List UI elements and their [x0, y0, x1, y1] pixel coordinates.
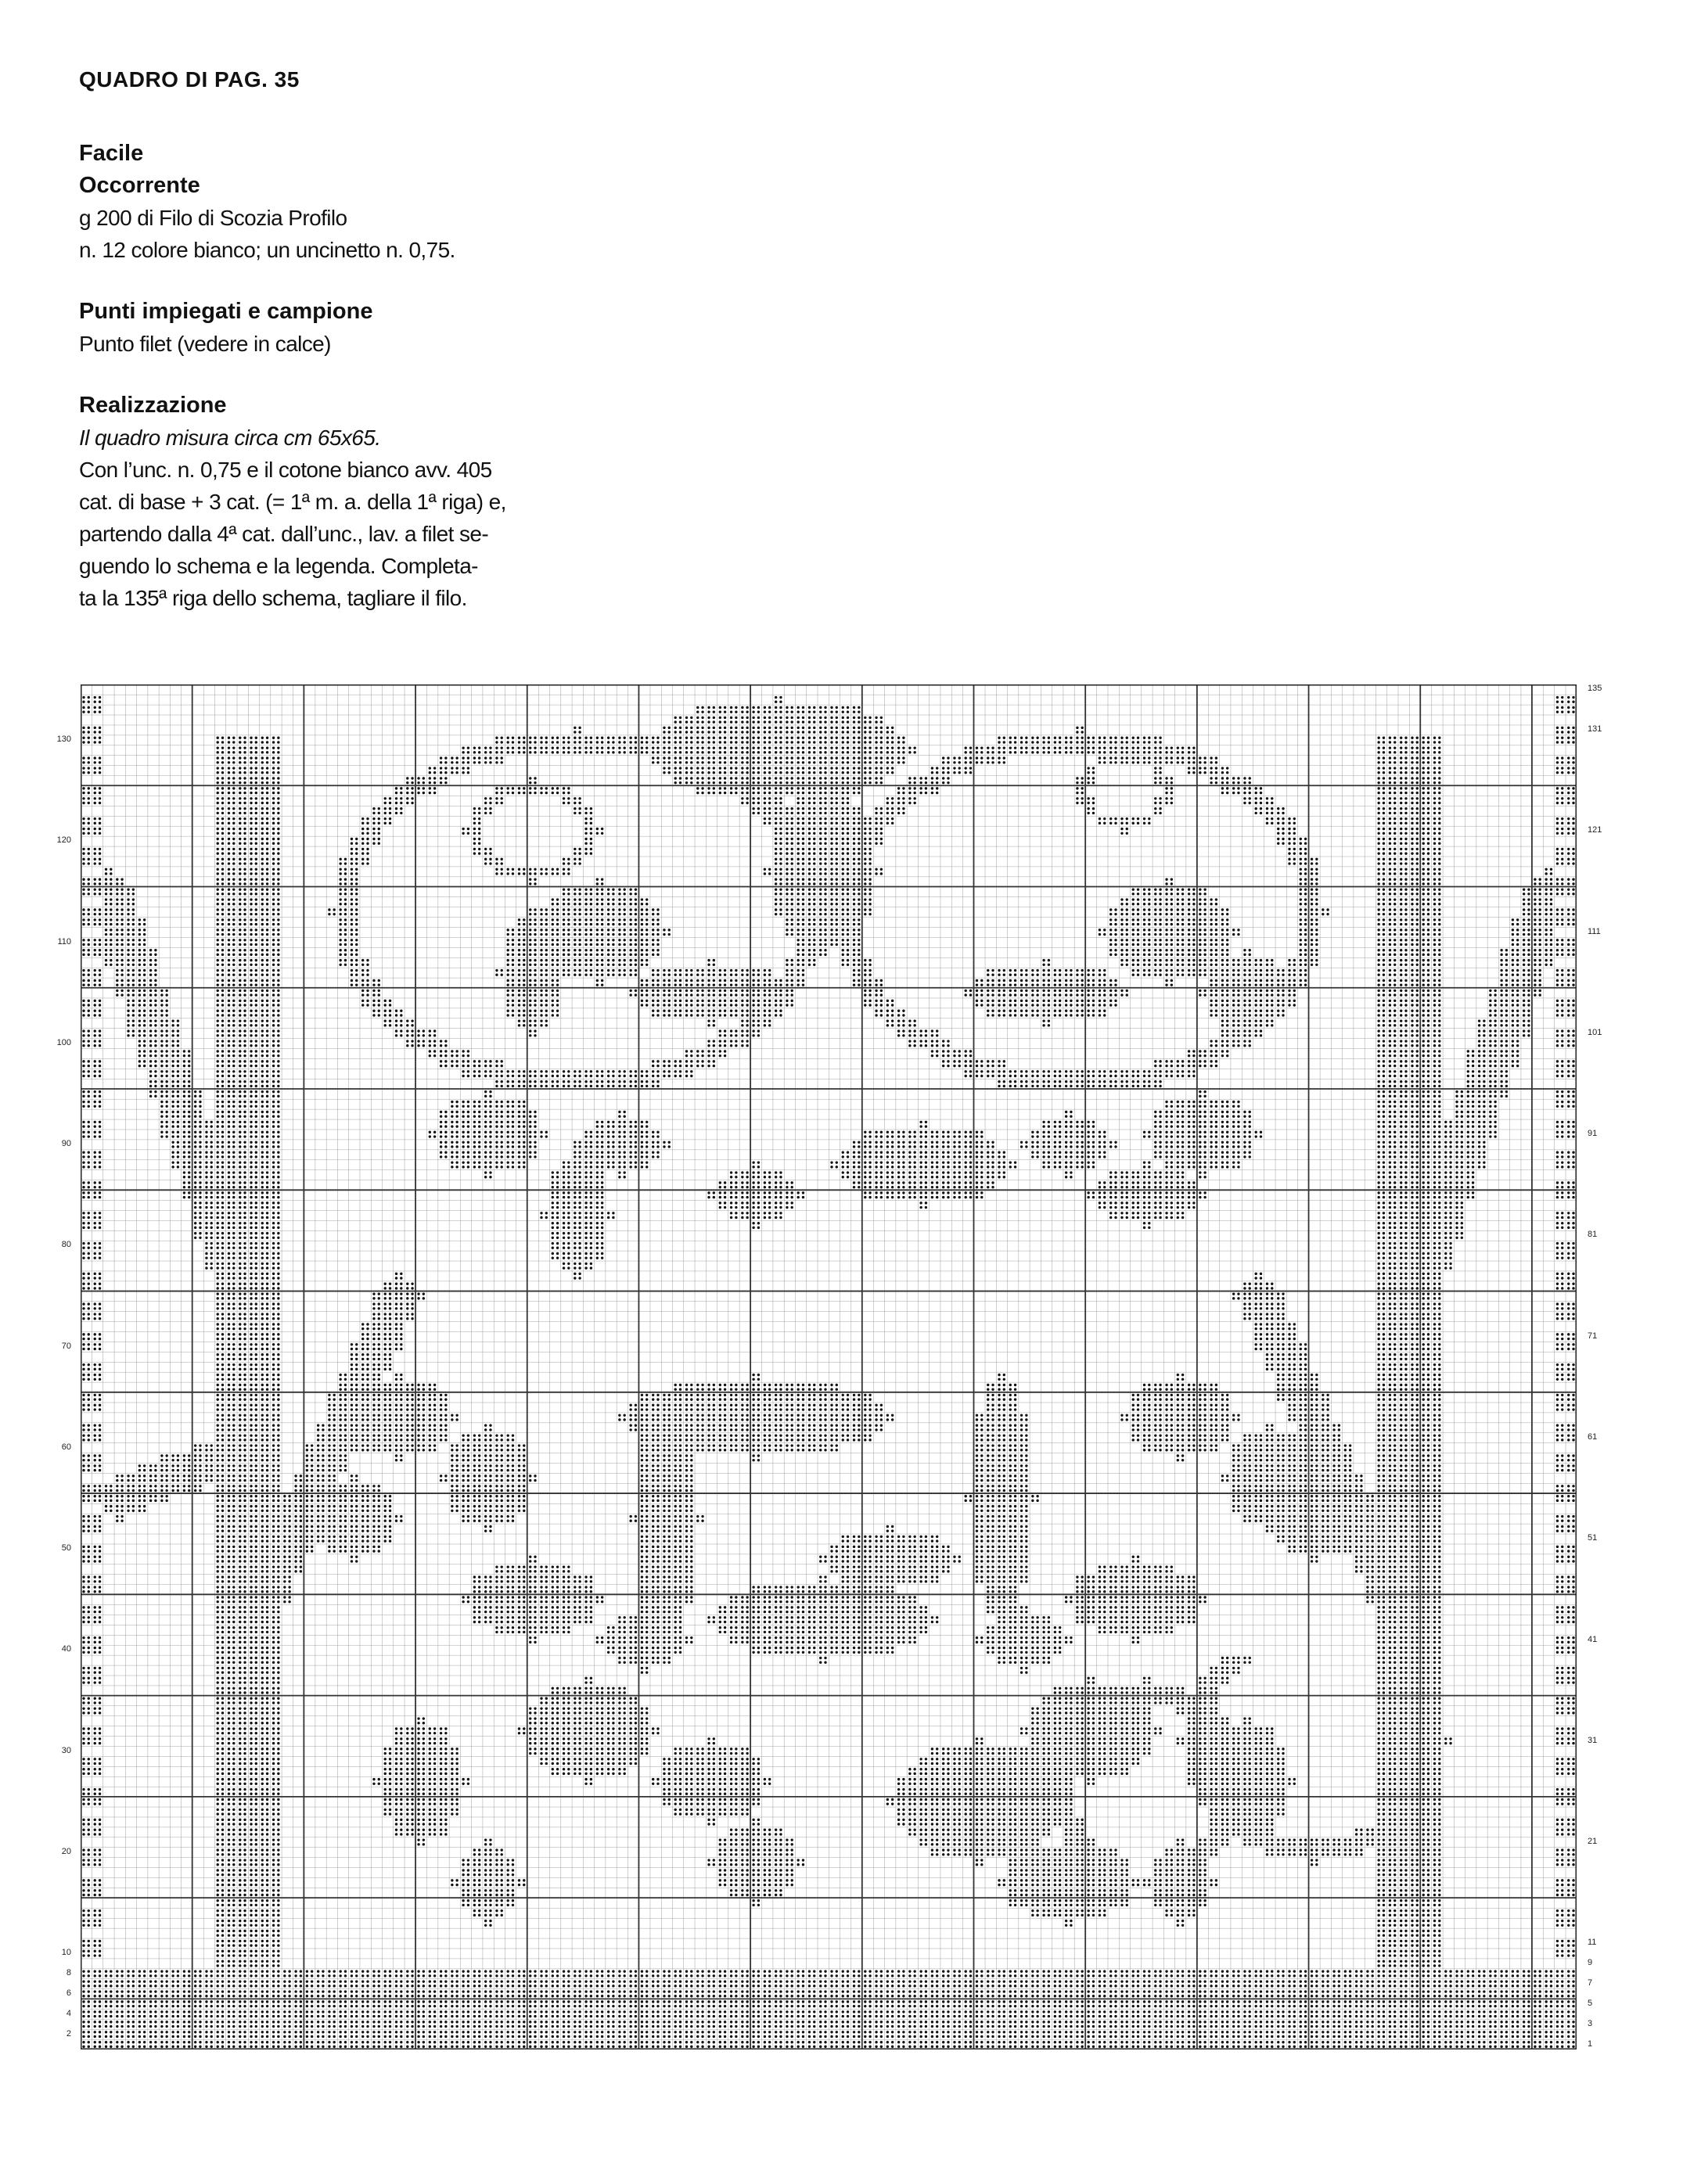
instructions-line: partendo dalla 4ª cat. dall’unc., lav. a filet se- [79, 518, 611, 550]
row-number-right: 3 [1588, 2019, 1592, 2028]
row-number-left: 130 [57, 735, 71, 744]
instructions-line: Con l’unc. n. 0,75 e il cotone bianco avv. 405 [79, 454, 611, 486]
row-number-left: 80 [62, 1240, 71, 1249]
row-number-right: 61 [1588, 1432, 1597, 1442]
row-number-right: 9 [1588, 1958, 1592, 1967]
row-number-right: 21 [1588, 1837, 1597, 1846]
materials-line: g 200 di Filo di Scozia Profilo [79, 202, 611, 234]
row-number-left: 100 [57, 1038, 71, 1047]
row-number-right: 91 [1588, 1129, 1597, 1138]
instructions-line: cat. di base + 3 cat. (= 1ª m. a. della 1ª riga) e, [79, 486, 611, 518]
instructions-size: Il quadro misura circa cm 65x65. [79, 422, 611, 454]
instructions-section [79, 390, 611, 614]
materials-line: n. 12 colore bianco; un uncinetto n. 0,75. [79, 234, 611, 266]
page-title: QUADRO DI PAG. 35 [79, 67, 611, 92]
row-number-left: 30 [62, 1746, 71, 1755]
stitches-heading: Punti impiegati e campione [79, 296, 611, 328]
stitches-section [79, 296, 611, 360]
row-number-left: 70 [62, 1342, 71, 1351]
row-number-right: 121 [1588, 825, 1602, 835]
row-number-right: 11 [1588, 1938, 1596, 1947]
row-number-right: 41 [1588, 1635, 1597, 1644]
row-number-right: 31 [1588, 1736, 1597, 1745]
row-number-left: 20 [62, 1847, 71, 1856]
row-number-right: 7 [1588, 1978, 1592, 1988]
row-number-right: 1 [1588, 2039, 1592, 2049]
row-number-left: 120 [57, 835, 71, 845]
row-number-left: 50 [62, 1543, 71, 1553]
instructions-line: guendo lo schema e la legenda. Completa- [79, 550, 611, 582]
row-number-right: 5 [1588, 1999, 1592, 2008]
row-number-right: 135 [1588, 684, 1602, 693]
row-number-left: 60 [62, 1442, 71, 1452]
difficulty: Facile [79, 138, 611, 170]
row-number-right: 71 [1588, 1331, 1597, 1341]
instructions-line: ta la 135ª riga dello schema, tagliare il filo. [79, 582, 611, 614]
row-number-right: 101 [1588, 1028, 1602, 1037]
stitches-line: Punto filet (vedere in calce) [79, 328, 611, 360]
row-number-left: 10 [62, 1948, 71, 1957]
row-number-left: 6 [67, 1988, 71, 1998]
materials-section [79, 138, 611, 266]
instructions-heading: Realizzazione [79, 390, 611, 422]
filet-chart [81, 684, 1577, 2049]
row-number-left: 40 [62, 1644, 71, 1654]
row-number-right: 111 [1588, 927, 1601, 936]
row-number-right: 131 [1588, 724, 1602, 734]
row-number-left: 4 [67, 2009, 71, 2018]
row-number-left: 8 [67, 1968, 71, 1977]
row-number-left: 90 [62, 1139, 71, 1148]
row-number-right: 81 [1588, 1230, 1597, 1239]
row-number-left: 2 [67, 2029, 71, 2039]
row-number-left: 110 [57, 937, 71, 947]
pattern-text [79, 67, 611, 614]
row-number-right: 51 [1588, 1533, 1597, 1543]
materials-heading: Occorrente [79, 170, 611, 202]
